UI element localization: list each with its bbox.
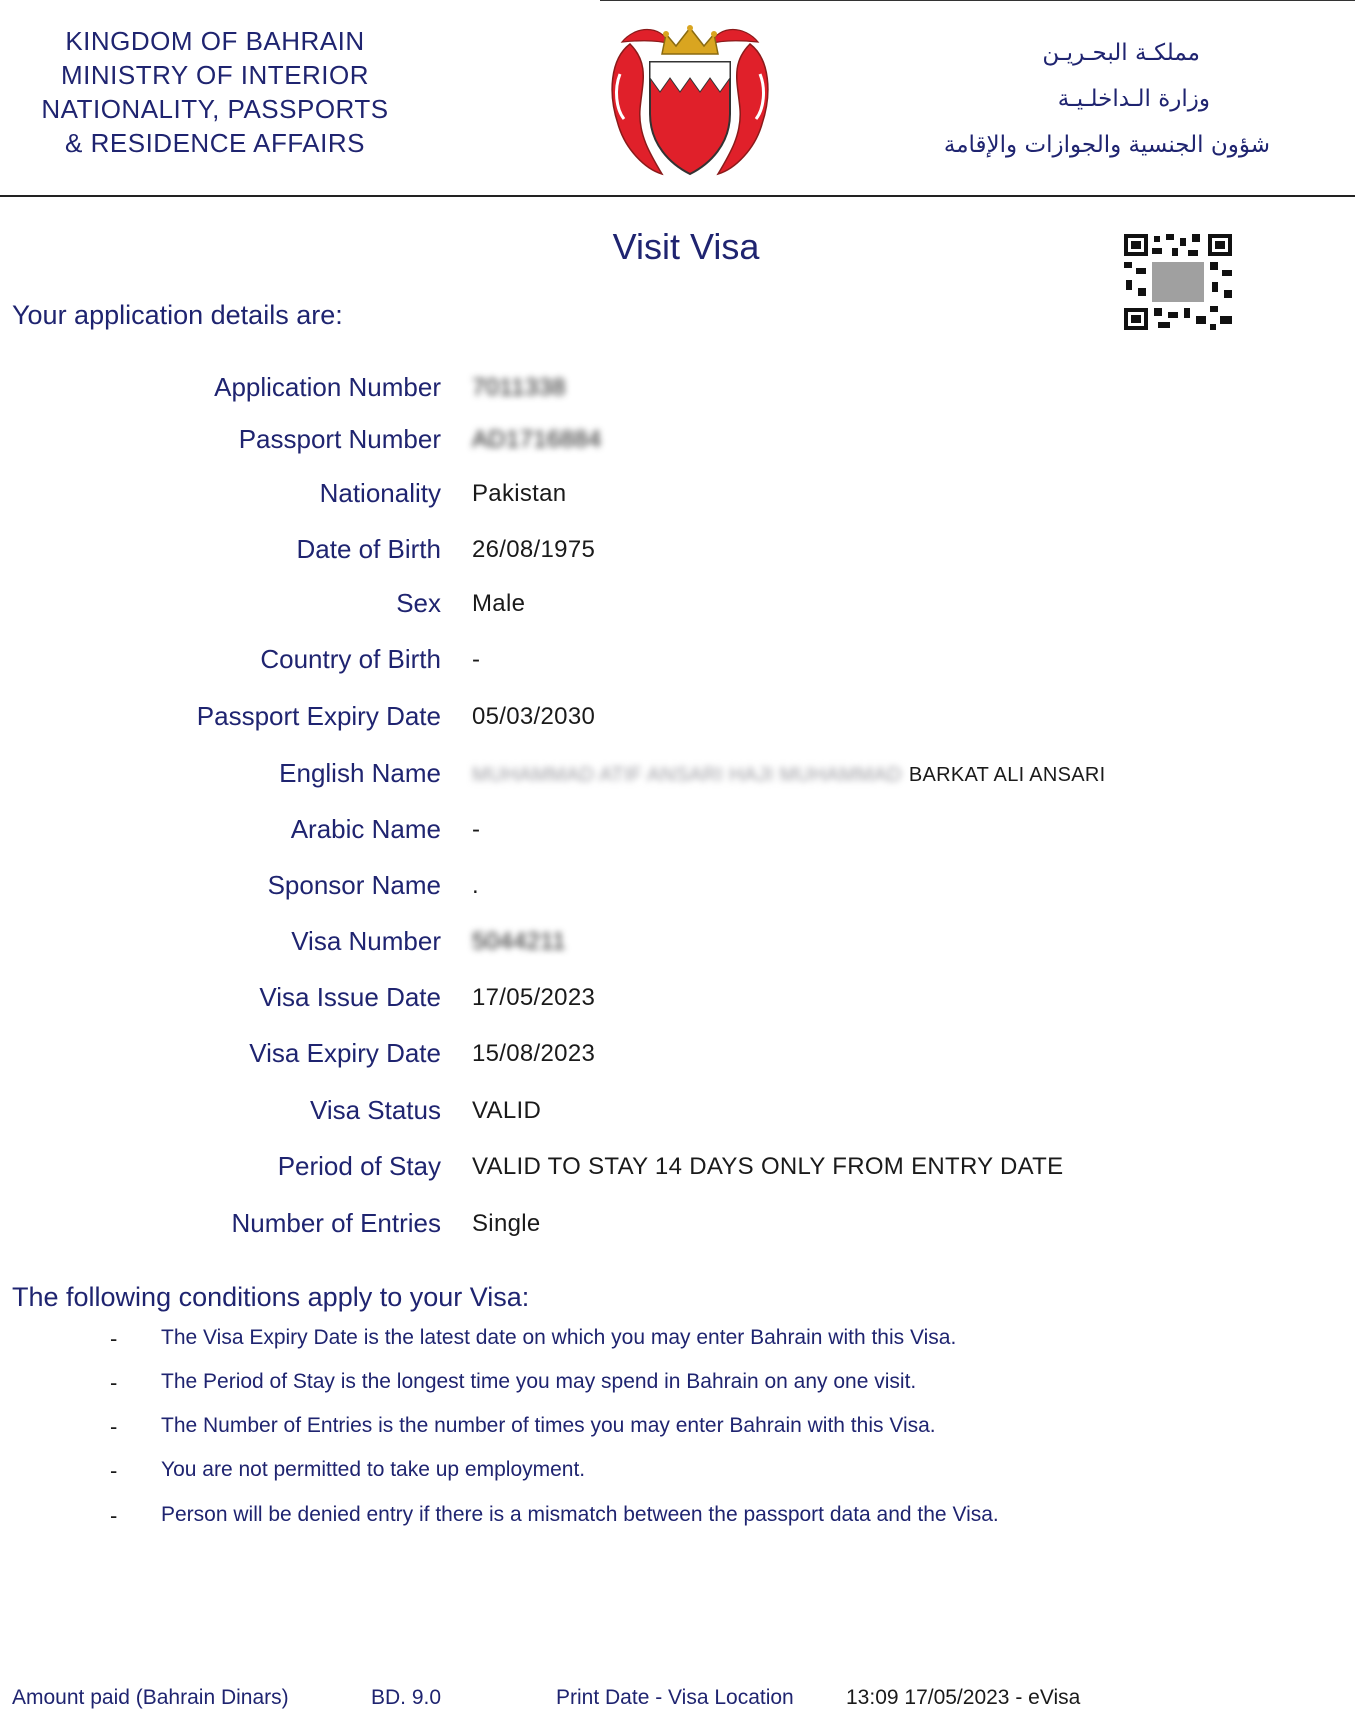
header-arabic-line-2: وزارة الـداخلـيـة bbox=[1057, 86, 1210, 112]
field-visa-status bbox=[0, 1095, 1355, 1135]
field-date-of-birth bbox=[0, 534, 1355, 574]
field-value: Pakistan bbox=[472, 480, 567, 507]
field-sponsor-name bbox=[0, 870, 1355, 910]
field-label: Sex bbox=[396, 588, 441, 618]
field-value: Male bbox=[472, 590, 526, 617]
header-arabic-line-1: مملكـة البحـريـن bbox=[1042, 40, 1200, 66]
field-label: Passport Number bbox=[238, 424, 441, 454]
field-label: Country of Birth bbox=[260, 644, 441, 674]
field-label: English Name bbox=[279, 758, 441, 788]
field-value: 26/08/1975 bbox=[472, 536, 596, 563]
field-label: Visa Expiry Date bbox=[249, 1038, 441, 1068]
header-arabic-line-3: شؤون الجنسية والجوازات والإقامة bbox=[943, 132, 1270, 158]
header-english-line-1: KINGDOM OF BAHRAIN bbox=[65, 26, 365, 56]
condition-item bbox=[0, 1458, 1355, 1488]
field-value: 15/08/2023 bbox=[472, 1040, 596, 1067]
document-title: Visit Visa bbox=[612, 226, 760, 267]
field-country-of-birth bbox=[0, 644, 1355, 684]
field-value: . bbox=[472, 872, 479, 899]
field-passport-number bbox=[0, 424, 1355, 464]
bahrain-emblem-icon bbox=[600, 14, 780, 184]
header-arabic bbox=[850, 30, 1270, 168]
field-label: Application Number bbox=[214, 372, 441, 402]
print-date-label: Print Date - Visa Location bbox=[556, 1686, 794, 1709]
condition-text: The Number of Entries is the number of times you may enter Bahrain with this Visa. bbox=[161, 1414, 936, 1437]
field-label: Period of Stay bbox=[277, 1151, 441, 1181]
condition-item bbox=[0, 1370, 1355, 1400]
qr-code-icon bbox=[1122, 232, 1234, 332]
header-english bbox=[30, 24, 400, 160]
top-border-line bbox=[600, 0, 1355, 1]
field-application-number bbox=[0, 372, 1355, 412]
field-label: Nationality bbox=[319, 478, 441, 508]
bullet-dash: - bbox=[110, 1458, 118, 1483]
condition-text: Person will be denied entry if there is a mismatch between the passport data and the Visa. bbox=[161, 1503, 999, 1526]
bullet-dash: - bbox=[110, 1414, 118, 1439]
field-label: Visa Number bbox=[291, 926, 441, 956]
bullet-dash: - bbox=[110, 1503, 118, 1528]
field-sex bbox=[0, 588, 1355, 628]
intro-text: Your application details are: bbox=[12, 300, 343, 330]
payment-footer bbox=[0, 1686, 1355, 1716]
condition-text: The Visa Expiry Date is the latest date on which you may enter Bahrain with this Visa. bbox=[161, 1326, 957, 1349]
condition-text: You are not permitted to take up employment. bbox=[161, 1458, 586, 1481]
field-passport-expiry-date bbox=[0, 701, 1355, 741]
field-label: Sponsor Name bbox=[267, 870, 441, 900]
english-name-redacted: MUHAMMAD ATIF ANSARI HAJI MUHAMMAD bbox=[472, 764, 902, 786]
header-divider bbox=[0, 195, 1355, 197]
field-english-name bbox=[0, 758, 1355, 798]
field-value: 05/03/2030 bbox=[472, 703, 596, 730]
field-visa-number bbox=[0, 926, 1355, 966]
field-arabic-name bbox=[0, 814, 1355, 854]
field-label: Arabic Name bbox=[290, 814, 441, 844]
condition-text: The Period of Stay is the longest time you may spend in Bahrain on any one visit. bbox=[161, 1370, 917, 1393]
condition-item bbox=[0, 1326, 1355, 1356]
field-number-of-entries bbox=[0, 1208, 1355, 1248]
field-value: - bbox=[472, 816, 481, 843]
field-label: Date of Birth bbox=[296, 534, 441, 564]
condition-item bbox=[0, 1503, 1355, 1533]
conditions-heading: The following conditions apply to your Visa: bbox=[12, 1282, 530, 1312]
field-label: Passport Expiry Date bbox=[196, 701, 441, 731]
condition-item bbox=[0, 1414, 1355, 1444]
field-nationality bbox=[0, 478, 1355, 518]
bullet-dash: - bbox=[110, 1326, 118, 1351]
field-label: Number of Entries bbox=[231, 1208, 441, 1238]
field-value: Single bbox=[472, 1210, 541, 1237]
header-english-line-2: MINISTRY OF INTERIOR bbox=[60, 60, 370, 90]
field-value: VALID bbox=[472, 1097, 542, 1124]
header-english-line-4: & RESIDENCE AFFAIRS bbox=[65, 128, 365, 158]
field-visa-issue-date bbox=[0, 982, 1355, 1022]
amount-paid-label: Amount paid (Bahrain Dinars) bbox=[12, 1686, 289, 1709]
field-value bbox=[472, 760, 1106, 788]
field-label: Visa Status bbox=[309, 1095, 441, 1125]
field-value: 5044211 bbox=[472, 928, 566, 955]
amount-paid-value: BD. 9.0 bbox=[371, 1686, 442, 1709]
field-value: VALID TO STAY 14 DAYS ONLY FROM ENTRY DATE bbox=[472, 1153, 1064, 1180]
field-visa-expiry-date bbox=[0, 1038, 1355, 1078]
bullet-dash: - bbox=[110, 1370, 118, 1395]
field-value: - bbox=[472, 646, 481, 673]
field-period-of-stay bbox=[0, 1151, 1355, 1191]
field-value: AD1716884 bbox=[472, 426, 602, 453]
field-value: 17/05/2023 bbox=[472, 984, 596, 1011]
header-english-line-3: NATIONALITY, PASSPORTS bbox=[41, 94, 389, 124]
field-value: 7011338 bbox=[472, 374, 566, 401]
english-name-visible: BARKAT ALI ANSARI bbox=[908, 764, 1106, 786]
field-label: Visa Issue Date bbox=[259, 982, 441, 1012]
print-date-value: 13:09 17/05/2023 - eVisa bbox=[846, 1686, 1081, 1709]
